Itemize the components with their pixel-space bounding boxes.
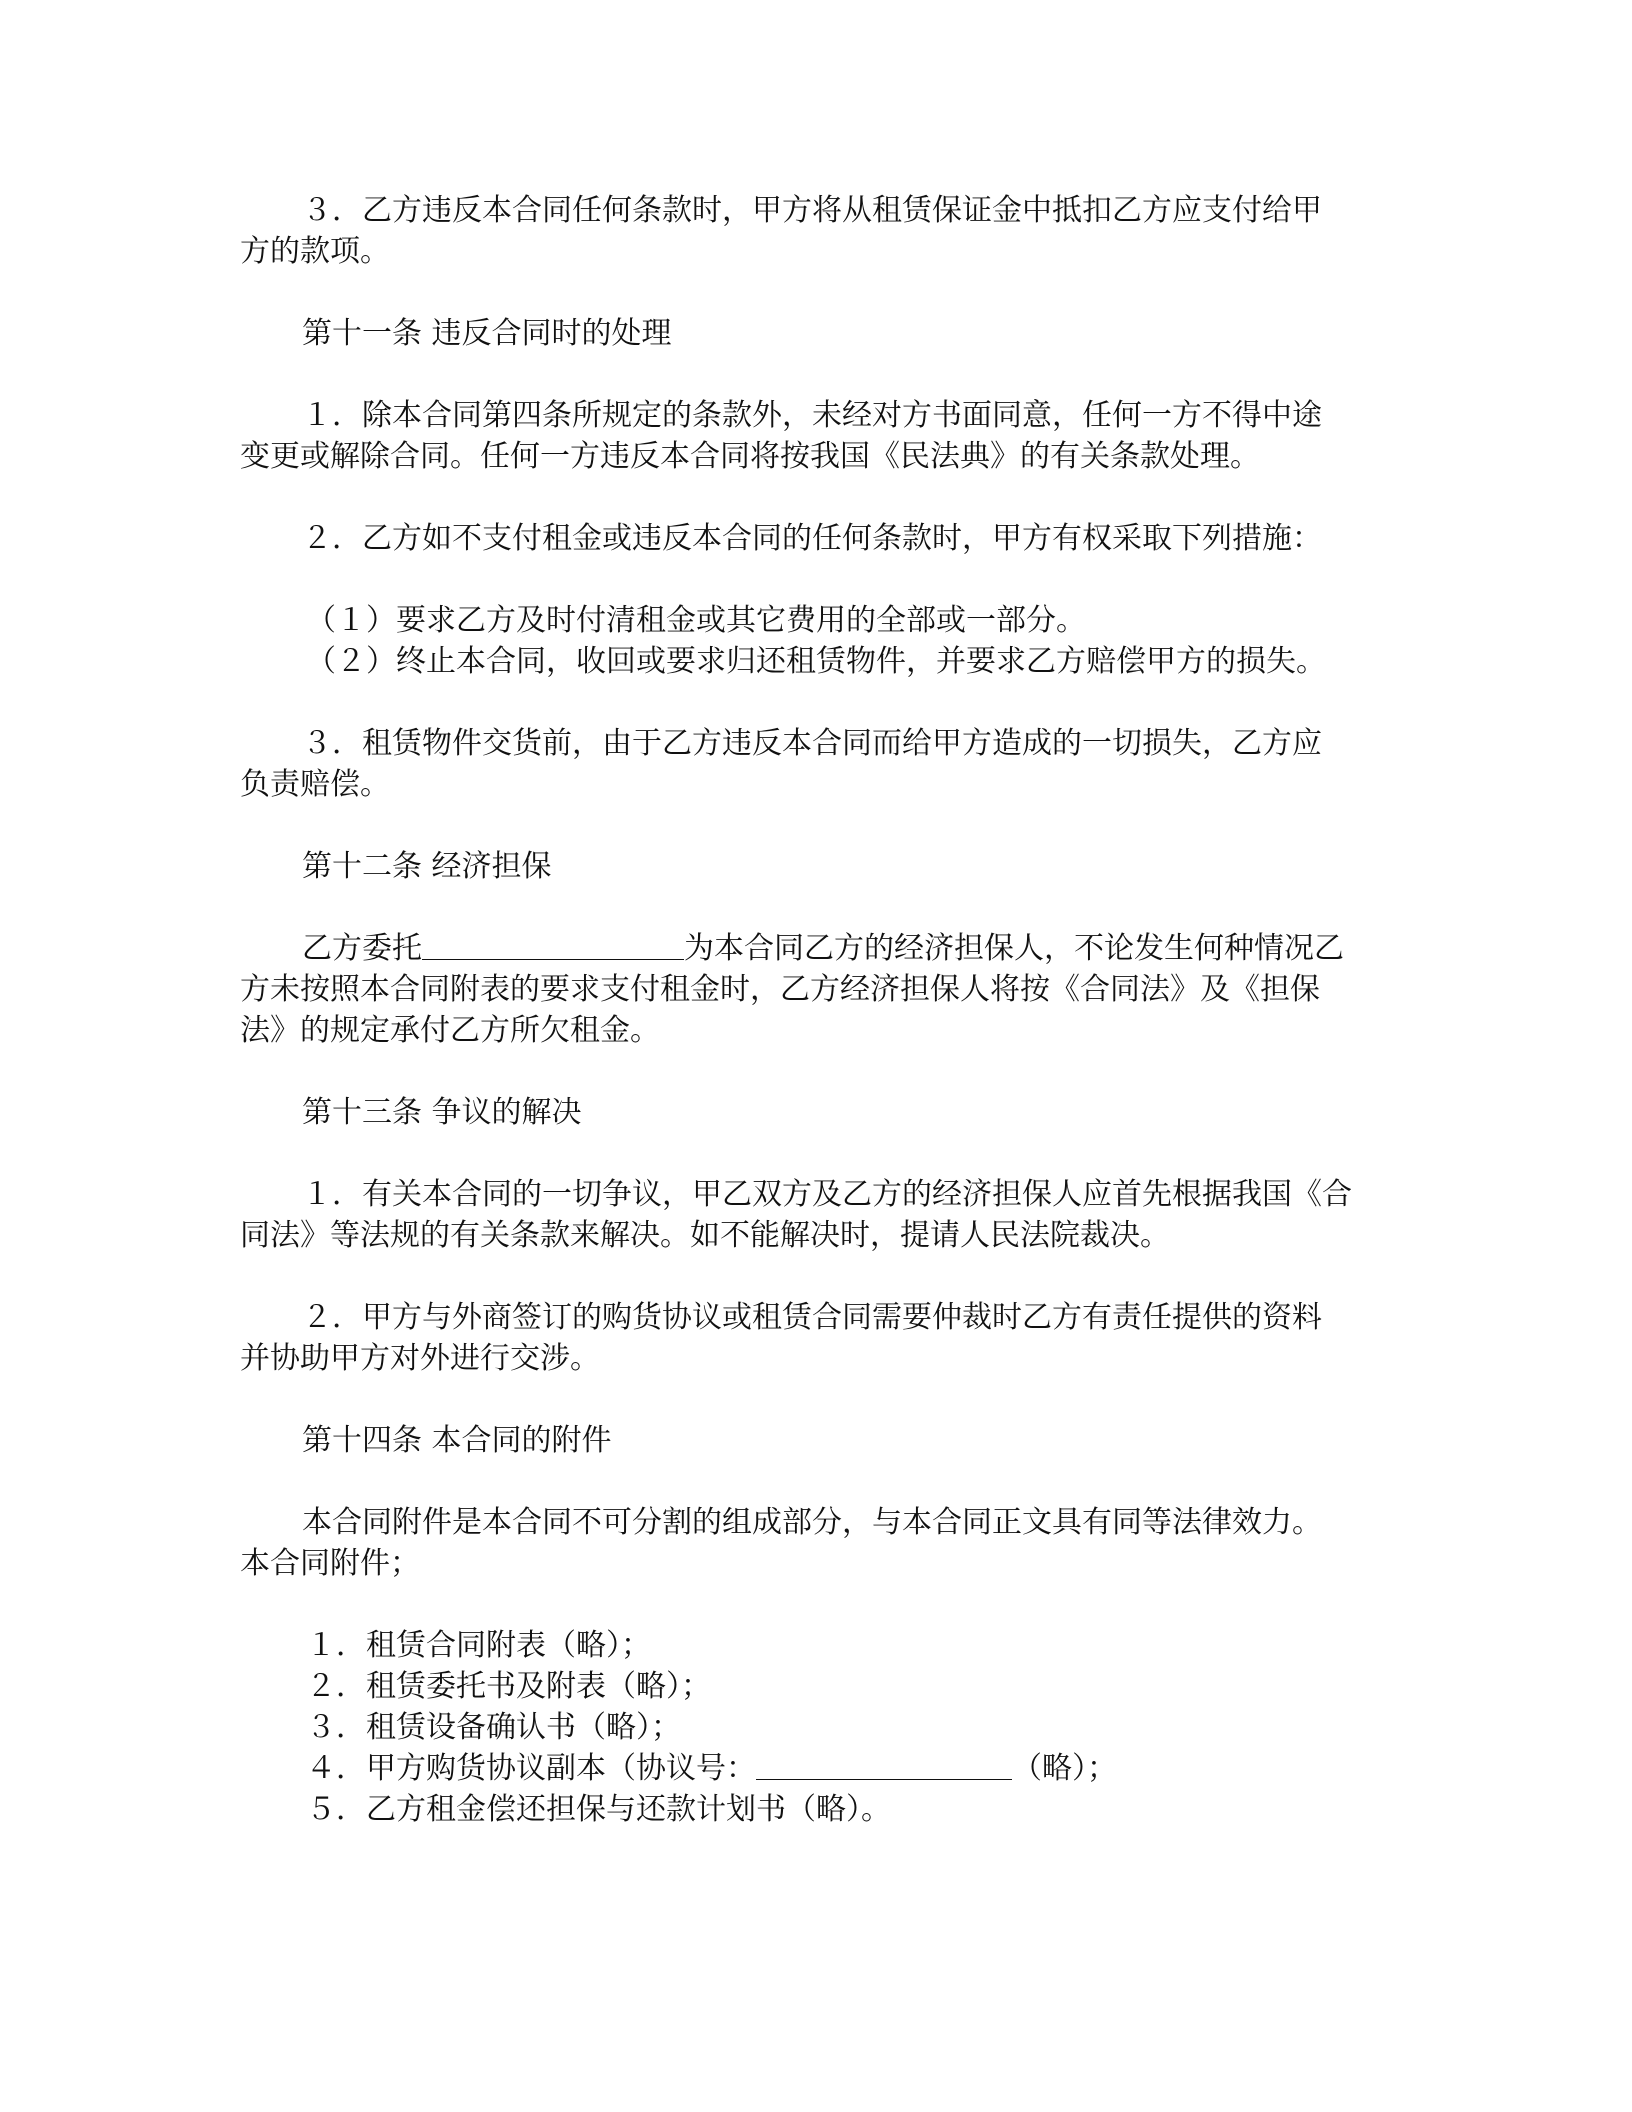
article-heading: 第十三条 争议的解决 [302,1095,582,1130]
guarantor-blank-field [422,929,684,960]
article-heading: 第十四条 本合同的附件 [302,1423,612,1458]
paragraph-line: 本合同附件是本合同不可分割的组成部分，与本合同正文具有同等法律效力。 [302,1505,1322,1540]
paragraph-line: ３．租赁物件交货前，由于乙方违反本合同而给甲方造成的一切损失，乙方应 [302,726,1322,761]
paragraph-line: 方未按照本合同附表的要求支付租金时，乙方经济担保人将按《合同法》及《担保 [240,972,1320,1007]
attachment-item: ３．租赁设备确认书（略）； [306,1710,681,1745]
article-heading: 第十一条 违反合同时的处理 [302,316,672,351]
agreement-number-blank-field [756,1749,1012,1780]
paragraph-line: 方的款项。 [240,234,390,269]
paragraph-line: 负责赔偿。 [240,767,390,802]
text-fragment: 为本合同乙方的经济担保人，不论发生何种情况乙 [684,931,1344,966]
paragraph-line: ３．乙方违反本合同任何条款时，甲方将从租赁保证金中抵扣乙方应支付给甲 [302,193,1322,228]
article-heading: 第十二条 经济担保 [302,849,552,884]
attachment-item: １．租赁合同附表（略）； [306,1628,651,1663]
list-item: （１）要求乙方及时付清租金或其它费用的全部或一部分。 [306,603,1086,638]
paragraph-line: １．除本合同第四条所规定的条款外，未经对方书面同意，任何一方不得中途 [302,398,1322,433]
paragraph-line [302,928,1344,970]
paragraph-line: ２．甲方与外商签订的购货协议或租赁合同需要仲裁时乙方有责任提供的资料 [302,1300,1322,1335]
paragraph-line: １．有关本合同的一切争议，甲乙双方及乙方的经济担保人应首先根据我国《合 [302,1177,1352,1212]
text-fragment: （略）； [1012,1751,1117,1786]
attachment-item [306,1748,1117,1790]
paragraph-line: 同法》等法规的有关条款来解决。如不能解决时，提请人民法院裁决。 [240,1218,1170,1253]
attachment-item: ５．乙方租金偿还担保与还款计划书（略）。 [306,1792,891,1827]
text-fragment: ４．甲方购货协议副本（协议号： [306,1751,756,1786]
text-fragment: 乙方委托 [302,931,422,966]
paragraph-line: 法》的规定承付乙方所欠租金。 [240,1013,660,1048]
list-item: （２）终止本合同，收回或要求归还租赁物件，并要求乙方赔偿甲方的损失。 [306,644,1326,679]
paragraph-line: 变更或解除合同。任何一方违反本合同将按我国《民法典》的有关条款处理。 [240,439,1260,474]
paragraph-line: ２．乙方如不支付租金或违反本合同的任何条款时，甲方有权采取下列措施： [302,521,1322,556]
attachment-item: ２．租赁委托书及附表（略）； [306,1669,711,1704]
paragraph-line: 本合同附件； [240,1546,420,1581]
paragraph-line: 并协助甲方对外进行交涉。 [240,1341,600,1376]
